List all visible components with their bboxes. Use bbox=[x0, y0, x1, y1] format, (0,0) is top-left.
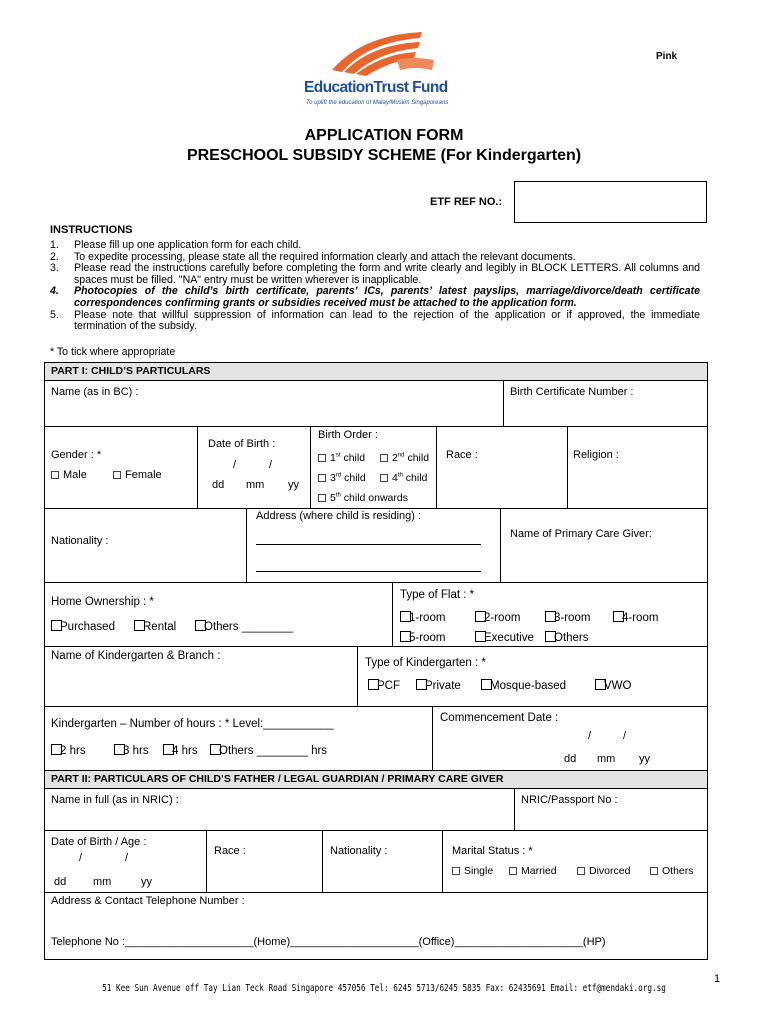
checkbox-icon[interactable] bbox=[210, 744, 221, 755]
checkbox-icon[interactable] bbox=[134, 620, 145, 631]
checkbox-icon[interactable] bbox=[481, 679, 492, 690]
birth-order-2nd[interactable]: 2nd child bbox=[380, 452, 429, 464]
instruction-item: 3. Please read the instructions carefully before completing the form and write clearly and legibly in BLOCK LETTERS. All columns and spaces must be filled. "NA" entry must be written wherever is inapplicable. bbox=[50, 262, 700, 286]
home-rental-option[interactable]: Rental bbox=[134, 621, 176, 633]
home-ownership-label: Home Ownership : * bbox=[51, 596, 154, 608]
checkbox-icon[interactable] bbox=[368, 679, 379, 690]
instructions-heading: INSTRUCTIONS bbox=[50, 224, 133, 236]
gender-male-option[interactable]: Male bbox=[51, 469, 87, 481]
footer-address: 51 Kee Sun Avenue off Tay Lian Teck Road Singapore 457056 Tel: 6245 5713/6245 5835 Fax: 62435691 Email: etf@mendaki.org.sg bbox=[102, 983, 666, 994]
date-separator: / bbox=[125, 852, 129, 864]
flat-3room-option[interactable]: 3-room bbox=[545, 612, 590, 624]
checkbox-icon[interactable] bbox=[475, 631, 486, 642]
part1-heading: PART I: CHILD’S PARTICULARS bbox=[45, 363, 707, 380]
kg-private-option[interactable]: Private bbox=[416, 680, 461, 692]
birth-order-label: Birth Order : bbox=[318, 429, 378, 441]
divider bbox=[44, 508, 708, 509]
checkbox-icon[interactable] bbox=[509, 867, 517, 875]
kg-vwo-option[interactable]: VWO bbox=[595, 680, 631, 692]
divider bbox=[44, 582, 708, 583]
birth-cert-label: Birth Certificate Number : bbox=[510, 386, 634, 398]
date-separator: / bbox=[79, 852, 83, 864]
child-address-label: Address (where child is residing) : bbox=[256, 510, 422, 522]
divider bbox=[44, 646, 708, 647]
instruction-item: 4. Photocopies of the child’s birth certificate, parents’ ICs, parents’ latest payslips, marriage/divorce/death certificate correspondences confirming grants or subsidies received must be attached to the application form. bbox=[50, 285, 700, 309]
checkbox-icon[interactable] bbox=[51, 471, 59, 479]
divider bbox=[44, 892, 708, 893]
parent-nationality-label: Nationality : bbox=[330, 845, 388, 857]
birth-order-1st[interactable]: 1st child bbox=[318, 452, 365, 464]
birth-order-3rd[interactable]: 3rd child bbox=[318, 472, 366, 484]
address-line[interactable] bbox=[256, 544, 481, 545]
checkbox-icon[interactable] bbox=[400, 631, 411, 642]
kg-hours-label: Kindergarten – Number of hours : * Level:___________ bbox=[51, 718, 334, 730]
commencement-label: Commencement Date : bbox=[440, 712, 559, 724]
marital-married-option[interactable]: Married bbox=[509, 865, 557, 877]
flat-2room-option[interactable]: 2-room bbox=[475, 612, 520, 624]
child-dob-label: Date of Birth : bbox=[208, 438, 276, 450]
checkbox-icon[interactable] bbox=[195, 620, 206, 631]
etf-ref-field[interactable] bbox=[514, 181, 707, 223]
flat-1room-option[interactable]: 1-room bbox=[400, 612, 445, 624]
copy-colour-label: Pink bbox=[656, 51, 678, 62]
checkbox-icon[interactable] bbox=[545, 611, 556, 622]
divider bbox=[44, 380, 708, 381]
flat-4room-option[interactable]: 4-room bbox=[613, 612, 658, 624]
checkbox-icon[interactable] bbox=[113, 471, 121, 479]
marital-status-label: Marital Status : * bbox=[452, 845, 533, 857]
marital-others-option[interactable]: Others bbox=[650, 865, 694, 877]
date-separator: / bbox=[233, 459, 237, 471]
gender-label: Gender : * bbox=[51, 449, 102, 461]
divider bbox=[44, 788, 708, 789]
divider bbox=[357, 646, 358, 706]
divider bbox=[197, 426, 198, 508]
nric-label: NRIC/Passport No : bbox=[521, 794, 618, 806]
form-subtitle: PRESCHOOL SUBSIDY SCHEME (For Kindergarten) bbox=[186, 147, 582, 164]
kg-mosque-option[interactable]: Mosque-based bbox=[481, 680, 566, 692]
divider bbox=[567, 426, 568, 508]
divider bbox=[206, 830, 207, 892]
form-title: APPLICATION FORM bbox=[304, 127, 464, 144]
kg-pcf-option[interactable]: PCF bbox=[368, 680, 400, 692]
parent-dob-label: Date of Birth / Age : bbox=[51, 836, 147, 848]
logo-graphic-icon bbox=[302, 30, 462, 80]
date-dd-hint: dd bbox=[54, 876, 67, 888]
date-yy-hint: yy bbox=[639, 753, 650, 765]
kg-type-label: Type of Kindergarten : * bbox=[365, 657, 486, 669]
parent-address-label: Address & Contact Telephone Number : bbox=[51, 895, 245, 907]
date-mm-hint: mm bbox=[597, 753, 616, 765]
flat-type-label: Type of Flat : * bbox=[400, 589, 475, 601]
date-dd-hint: dd bbox=[564, 753, 577, 765]
checkbox-icon[interactable] bbox=[380, 454, 388, 462]
date-yy-hint: yy bbox=[288, 479, 299, 491]
etf-logo bbox=[302, 30, 462, 120]
checkbox-icon[interactable] bbox=[416, 679, 427, 690]
flat-others-option[interactable]: Others bbox=[545, 632, 589, 644]
hours-4-option[interactable]: 4 hrs bbox=[163, 745, 198, 757]
primary-care-label: Name of Primary Care Giver: bbox=[510, 528, 652, 540]
checkbox-icon[interactable] bbox=[163, 744, 174, 755]
checkbox-icon[interactable] bbox=[452, 867, 460, 875]
flat-5room-option[interactable]: 5-room bbox=[400, 632, 445, 644]
gender-female-option[interactable]: Female bbox=[113, 469, 162, 481]
checkbox-icon[interactable] bbox=[318, 494, 326, 502]
child-race-label: Race : bbox=[446, 449, 478, 461]
date-yy-hint: yy bbox=[141, 876, 152, 888]
hours-3-option[interactable]: 3 hrs bbox=[114, 745, 149, 757]
date-separator: / bbox=[623, 730, 627, 742]
date-separator: / bbox=[269, 459, 273, 471]
checkbox-icon[interactable] bbox=[114, 744, 125, 755]
checkbox-icon[interactable] bbox=[577, 867, 585, 875]
date-mm-hint: mm bbox=[246, 479, 265, 491]
divider bbox=[514, 788, 515, 830]
divider bbox=[44, 830, 708, 831]
parent-name-label: Name in full (as in NRIC) : bbox=[51, 794, 179, 806]
instruction-item: 5. Please note that willful suppression of information can lead to the rejection of the application or if approved, the immediate termination of the subsidy. bbox=[50, 308, 700, 333]
checkbox-icon[interactable] bbox=[475, 611, 486, 622]
hours-2-option[interactable]: 2 hrs bbox=[51, 745, 86, 757]
checkbox-icon[interactable] bbox=[613, 611, 624, 622]
instruction-item: 1. Please fill up one application form for each child. bbox=[50, 239, 302, 251]
divider bbox=[432, 706, 433, 770]
divider bbox=[392, 582, 393, 646]
etf-ref-label: ETF REF NO.: bbox=[430, 196, 503, 208]
birth-order-4th[interactable]: 4th child bbox=[380, 472, 427, 484]
address-line[interactable] bbox=[256, 571, 481, 572]
divider bbox=[246, 508, 247, 582]
logo-text: EducationTrust Fund bbox=[304, 79, 448, 96]
checkbox-icon[interactable] bbox=[400, 611, 411, 622]
hours-others-option[interactable]: Others ________ hrs bbox=[210, 745, 327, 757]
divider bbox=[310, 426, 311, 508]
date-mm-hint: mm bbox=[93, 876, 112, 888]
checkbox-icon[interactable] bbox=[380, 474, 388, 482]
divider bbox=[442, 830, 443, 892]
marital-divorced-option[interactable]: Divorced bbox=[577, 865, 630, 877]
logo-tagline: To uplift the education of Malay/Muslim Singaporeans bbox=[306, 100, 449, 106]
instructions-list bbox=[50, 240, 700, 333]
home-purchased-option[interactable]: Purchased bbox=[51, 621, 115, 633]
checkbox-icon[interactable] bbox=[51, 744, 62, 755]
parent-race-label: Race : bbox=[214, 845, 246, 857]
marital-single-option[interactable]: Single bbox=[452, 865, 493, 877]
date-dd-hint: dd bbox=[212, 479, 225, 491]
child-religion-label: Religion : bbox=[573, 449, 619, 461]
page-number: 1 bbox=[714, 973, 721, 985]
home-others-option[interactable]: Others ________ bbox=[195, 621, 293, 633]
checkbox-icon[interactable] bbox=[545, 631, 556, 642]
kg-branch-label: Name of Kindergarten & Branch : bbox=[51, 650, 221, 662]
flat-executive-option[interactable]: Executive bbox=[475, 632, 534, 644]
divider bbox=[44, 426, 708, 427]
part2-heading: PART II: PARTICULARS OF CHILD’S FATHER / LEGAL GUARDIAN / PRIMARY CARE GIVER bbox=[45, 771, 707, 788]
divider bbox=[500, 508, 501, 582]
divider bbox=[322, 830, 323, 892]
checkbox-icon[interactable] bbox=[318, 454, 326, 462]
tick-note: * To tick where appropriate bbox=[50, 346, 176, 358]
checkbox-icon[interactable] bbox=[595, 679, 606, 690]
divider bbox=[436, 426, 437, 508]
birth-order-5th[interactable]: 5th child onwards bbox=[318, 492, 408, 504]
divider bbox=[503, 380, 504, 426]
instruction-item: 2. To expedite processing, please state all the required information clearly and attach the relevant documents. bbox=[50, 250, 576, 263]
date-separator: / bbox=[588, 730, 592, 742]
child-name-label: Name (as in BC) : bbox=[51, 386, 139, 398]
checkbox-icon[interactable] bbox=[318, 474, 326, 482]
telephone-line[interactable]: Telephone No :_____________________(Home)_____________________(Office)_____________________(HP) bbox=[51, 936, 606, 948]
checkbox-icon[interactable] bbox=[650, 867, 658, 875]
child-nationality-label: Nationality : bbox=[51, 535, 109, 547]
divider bbox=[44, 706, 708, 707]
checkbox-icon[interactable] bbox=[51, 620, 62, 631]
